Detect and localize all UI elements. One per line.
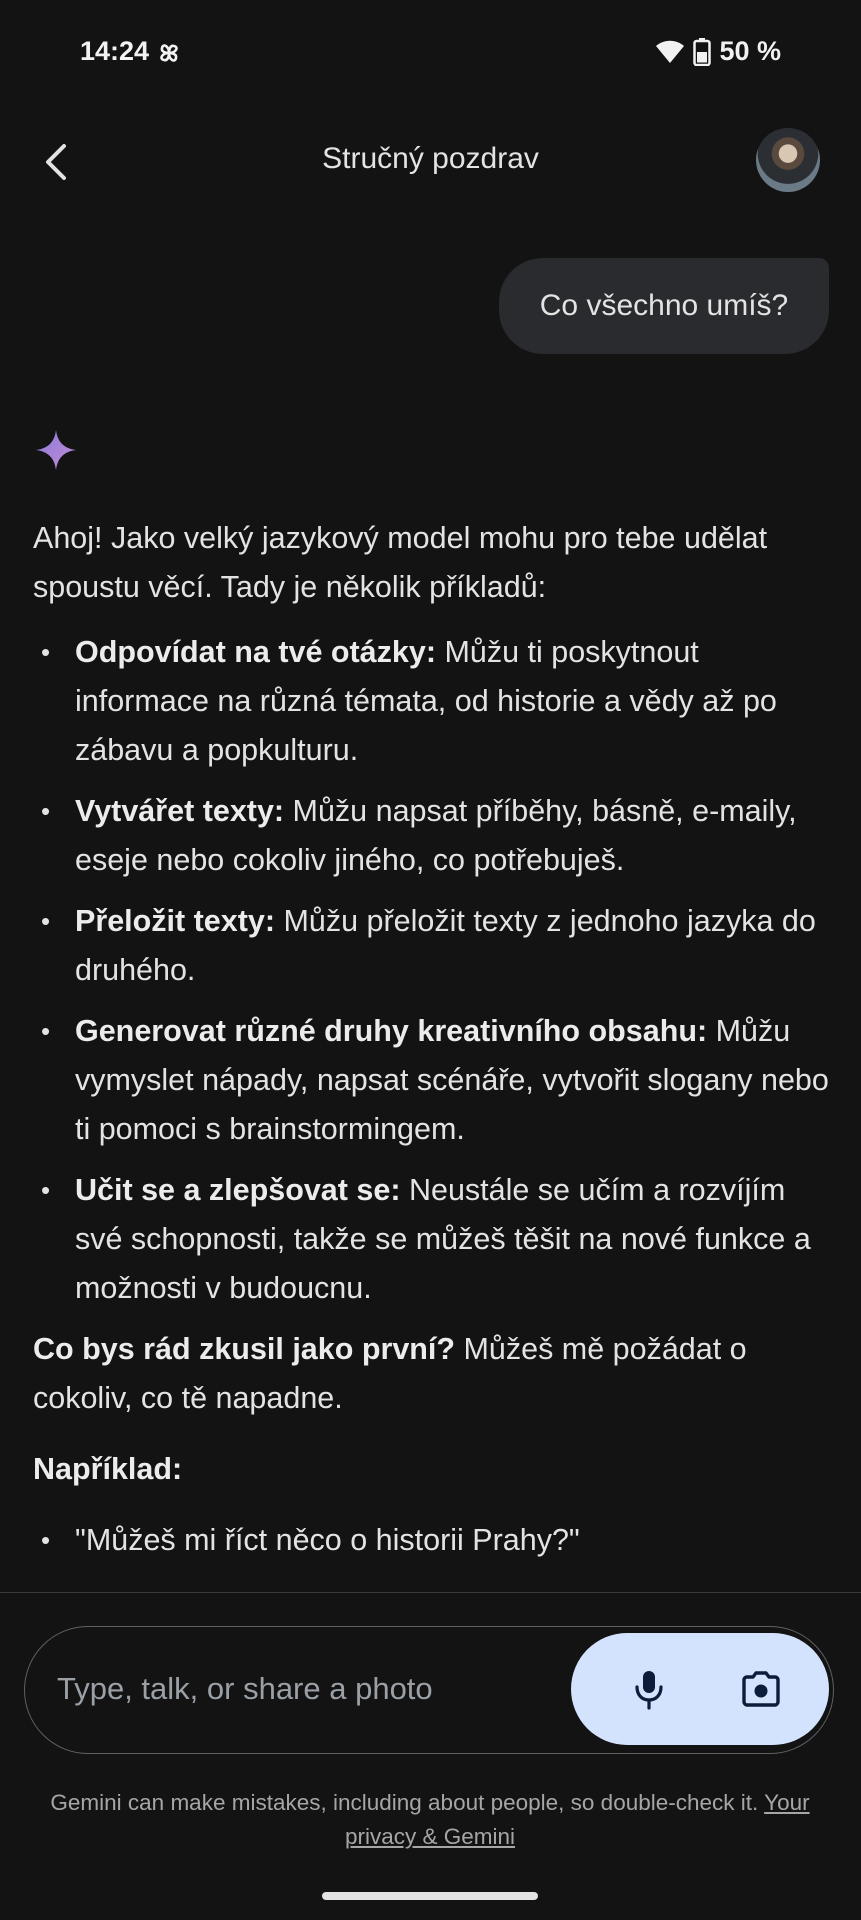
response-intro: Ahoj! Jako velký jazykový model mohu pro tebe udělat spoustu věcí. Tady je několik příkladů: bbox=[33, 521, 768, 604]
status-time: 14:24 bbox=[80, 36, 150, 66]
prompt-input-bar[interactable] bbox=[24, 1626, 834, 1754]
user-message-bubble bbox=[499, 258, 829, 354]
disclaimer bbox=[30, 1786, 830, 1854]
divider bbox=[0, 1592, 861, 1593]
home-indicator[interactable] bbox=[322, 1892, 538, 1900]
example-list bbox=[33, 1516, 833, 1565]
microphone-icon[interactable] bbox=[623, 1663, 675, 1715]
response-list bbox=[33, 628, 833, 1313]
response-example-heading: Například: bbox=[33, 1452, 183, 1486]
list-item: • Přeložit texty: Můžu přeložit texty z jednoho jazyka do druhého. bbox=[33, 897, 833, 995]
privacy-link[interactable]: Your privacy & Gemini bbox=[344, 1790, 810, 1849]
battery-percent: 50 % bbox=[719, 36, 781, 66]
response-follow-up: Co bys rád zkusil jako první? Můžeš mě požádat o cokoliv, co tě napadne. bbox=[33, 1332, 747, 1415]
list-item: • "Můžeš mi říct něco o historii Prahy?" bbox=[33, 1516, 833, 1565]
page-title: Stručný pozdrav bbox=[322, 142, 539, 175]
disclaimer-text: Gemini can make mistakes, including about people, so double-check it. bbox=[50, 1790, 759, 1815]
gemini-response bbox=[33, 514, 833, 1577]
camera-icon[interactable] bbox=[735, 1663, 787, 1715]
prompt-input[interactable]: Type, talk, or share a photo bbox=[57, 1671, 433, 1706]
action-pill bbox=[571, 1633, 829, 1745]
list-item: • Vytvářet texty: Můžu napsat příběhy, básně, e-maily, eseje nebo cokoliv jiného, co potřebuješ. bbox=[33, 787, 833, 885]
list-item: • Odpovídat na tvé otázky: Můžu ti poskytnout informace na různá témata, od historie a vědy až po zábavu a popkulturu. bbox=[33, 628, 833, 775]
list-item: • Generovat různé druhy kreativního obsahu: Můžu vymyslet nápady, napsat scénáře, vytvořit slogany nebo ti pomoci s brainstormingem. bbox=[33, 1007, 833, 1154]
gemini-sparkle-icon bbox=[34, 428, 78, 472]
user-message-text: Co všechno umíš? bbox=[539, 289, 789, 322]
list-item: • Učit se a zlepšovat se: Neustále se učím a rozvíjím své schopnosti, takže se můžeš těšit na nové funkce a možnosti v budoucnu. bbox=[33, 1166, 833, 1313]
